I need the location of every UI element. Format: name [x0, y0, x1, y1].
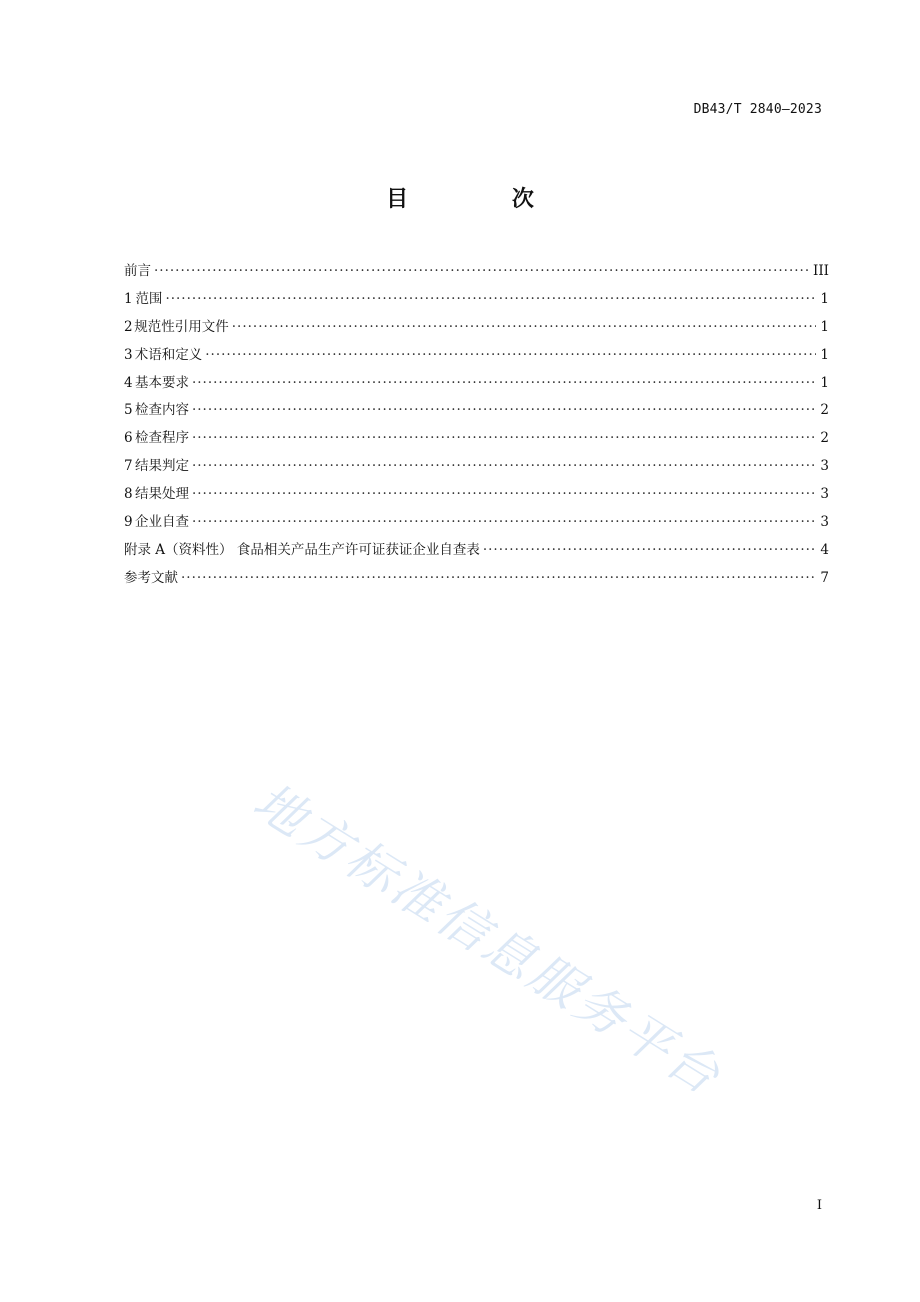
toc-item-label: 结果判定: [134, 458, 189, 475]
toc-item-inspection-content[interactable]: [124, 397, 829, 425]
toc-item-appendix-a[interactable]: [124, 537, 829, 565]
toc-item-label: 基本要求: [134, 374, 189, 391]
toc-item-page: 3: [820, 514, 829, 531]
toc-item-label: 术语和定义: [134, 346, 203, 363]
toc-item-inspection-procedure[interactable]: [124, 425, 829, 453]
toc-item-page: 3: [820, 458, 829, 475]
toc-item-label: 企业自查: [134, 514, 189, 531]
toc-item-page: 1: [820, 346, 829, 363]
toc-item-label: 结果处理: [134, 486, 189, 503]
watermark-text: 地方标准信息服务平台: [243, 771, 733, 1108]
toc-item-page: III: [813, 263, 829, 279]
toc-item-number: 3: [124, 346, 133, 363]
toc-leader-dots: [192, 425, 816, 453]
toc-item-page: 1: [820, 290, 829, 307]
toc-item-number: 8: [124, 486, 133, 503]
page-title: 目 次: [386, 187, 582, 212]
toc-item-number: 4: [124, 374, 133, 391]
toc-leader-dots: [192, 370, 816, 398]
toc-item-number: 9: [124, 514, 133, 531]
toc-item-page: 4: [820, 541, 829, 558]
toc-item-number: 6: [124, 430, 133, 447]
toc-item-label: 范围: [135, 290, 163, 307]
table-of-contents: [124, 258, 829, 593]
toc-item-label: 参考文献: [124, 569, 178, 586]
toc-item-number: 2: [124, 318, 133, 335]
toc-item-page: 7: [820, 569, 829, 586]
toc-item-page: 2: [820, 402, 829, 419]
toc-item-page: 3: [820, 486, 829, 503]
toc-item-label: 检查内容: [134, 402, 189, 419]
toc-item-label: 附录 A（资料性） 食品相关产品生产许可证获证企业自查表: [124, 541, 480, 558]
toc-leader-dots: [192, 397, 816, 425]
toc-item-label: 检查程序: [134, 430, 189, 447]
toc-item-normative-references[interactable]: [124, 314, 829, 342]
toc-leader-dots: [181, 565, 816, 593]
toc-item-number: 1: [124, 290, 133, 307]
toc-leader-dots: [192, 509, 816, 537]
toc-item-page: 2: [820, 430, 829, 447]
toc-leader-dots: [192, 453, 816, 481]
toc-item-foreword[interactable]: [124, 258, 829, 286]
toc-leader-dots: [232, 314, 816, 342]
toc-item-page: 1: [820, 374, 829, 391]
toc-item-result-determination[interactable]: [124, 453, 829, 481]
page-number: I: [816, 1198, 822, 1213]
toc-item-number: 7: [124, 458, 133, 475]
toc-item-number: 5: [124, 402, 133, 419]
toc-leader-dots: [205, 342, 816, 370]
standard-code: DB43/T 2840—2023: [693, 102, 822, 117]
toc-item-result-handling[interactable]: [124, 481, 829, 509]
toc-item-terms-definitions[interactable]: [124, 342, 829, 370]
toc-item-label: 前言: [124, 263, 151, 279]
toc-leader-dots: [154, 258, 810, 286]
toc-item-scope[interactable]: [124, 286, 829, 314]
toc-leader-dots: [192, 481, 816, 509]
toc-item-basic-requirements[interactable]: [124, 370, 829, 398]
toc-leader-dots: [165, 286, 816, 314]
toc-item-label: 规范性引用文件: [134, 318, 229, 335]
toc-item-bibliography[interactable]: [124, 565, 829, 593]
toc-item-self-inspection[interactable]: [124, 509, 829, 537]
toc-item-page: 1: [820, 318, 829, 335]
toc-leader-dots: [483, 537, 816, 565]
